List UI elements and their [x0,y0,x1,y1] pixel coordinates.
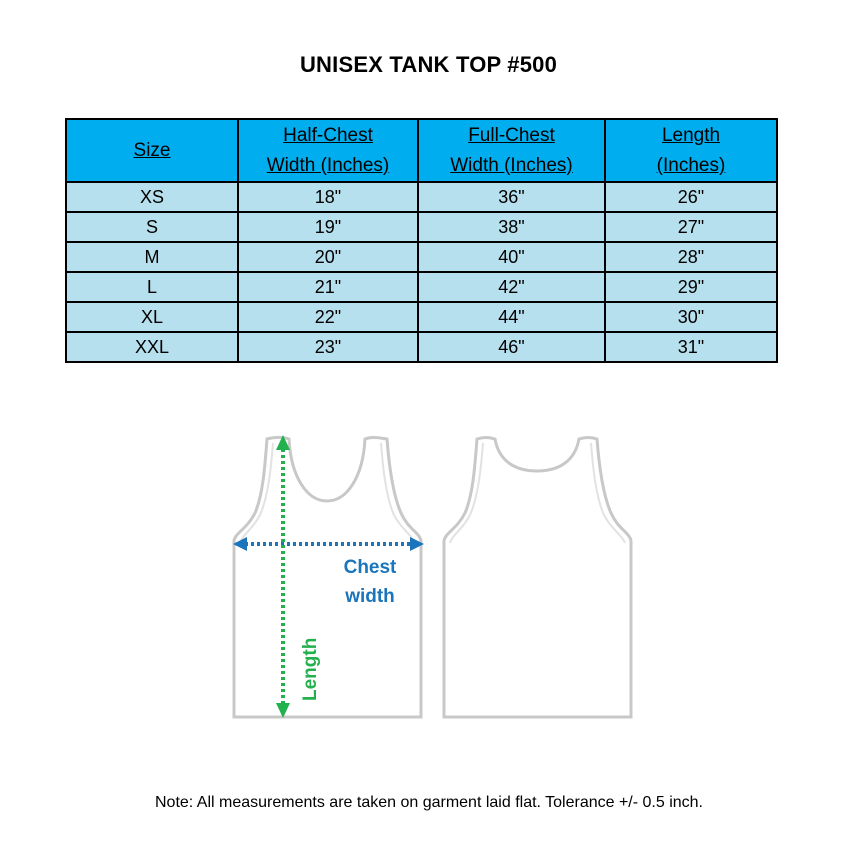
cell-length: 28" [605,242,777,272]
length-label: Length [300,637,321,701]
table-row [66,182,777,212]
cell-length: 29" [605,272,777,302]
cell-length: 30" [605,302,777,332]
cell-full-chest: 38" [418,212,605,242]
cell-size: XL [66,302,238,332]
table-row [66,302,777,332]
table-header-row [66,119,777,182]
header-size: Size [66,119,238,182]
cell-full-chest: 36" [418,182,605,212]
cell-length: 31" [605,332,777,362]
cell-half-chest: 20" [238,242,418,272]
chest-width-label: Chest width [343,557,397,607]
cell-full-chest: 42" [418,272,605,302]
header-full-chest: Full-Chest Width (Inches) [418,119,605,182]
cell-full-chest: 44" [418,302,605,332]
page-title: UNISEX TANK TOP #500 [299,52,558,77]
tank-top-diagram [225,425,645,725]
tank-back-outline [444,438,631,718]
cell-size: L [66,272,238,302]
table-row [66,212,777,242]
table-row [66,272,777,302]
table-row [66,332,777,362]
cell-half-chest: 23" [238,332,418,362]
cell-half-chest: 22" [238,302,418,332]
cell-length: 26" [605,182,777,212]
cell-length: 27" [605,212,777,242]
cell-size: XS [66,182,238,212]
header-half-chest: Half-Chest Width (Inches) [238,119,418,182]
cell-size: S [66,212,238,242]
cell-full-chest: 40" [418,242,605,272]
cell-full-chest: 46" [418,332,605,362]
cell-half-chest: 18" [238,182,418,212]
cell-half-chest: 21" [238,272,418,302]
header-length: Length (Inches) [605,119,777,182]
cell-size: XXL [66,332,238,362]
size-chart-table [65,118,778,363]
table-row [66,242,777,272]
cell-half-chest: 19" [238,212,418,242]
measurement-note: Note: All measurements are taken on garment laid flat. Tolerance +/- 0.5 inch. [155,794,703,811]
cell-size: M [66,242,238,272]
